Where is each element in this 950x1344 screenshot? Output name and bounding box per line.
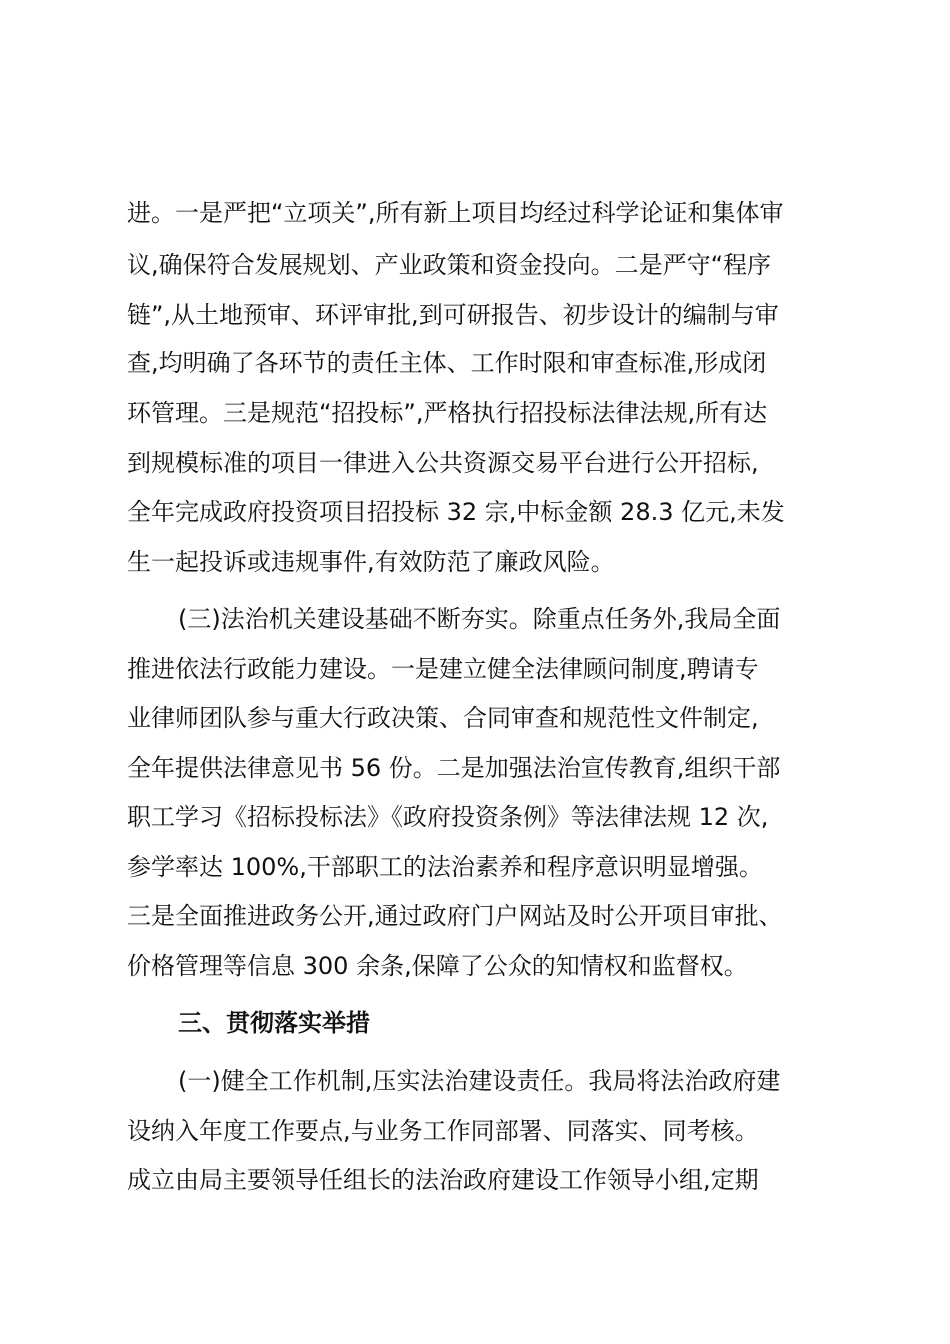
text-line: 设纳入年度工作要点,与业务工作同部署、同落实、同考核。 [127, 1117, 759, 1145]
text-line: 议,确保符合发展规划、产业政策和资金投向。二是严守“程序 [127, 251, 772, 279]
text-line: 参学率达 100%,干部职工的法治素养和程序意识明显增强。 [127, 853, 763, 881]
text-line: 进。一是严把“立项关”,所有新上项目均经过科学论证和集体审 [127, 199, 784, 227]
text-line: 成立由局主要领导任组长的法治政府建设工作领导小组,定期 [127, 1166, 759, 1194]
paragraph-start-line: (一)健全工作机制,压实法治建设责任。我局将法治政府建 [178, 1067, 781, 1095]
text-line: 全年提供法律意见书 56 份。二是加强法治宣传教育,组织干部 [127, 754, 781, 782]
text-line: 职工学习《招标投标法》《政府投资条例》等法律法规 12 次, [127, 803, 769, 831]
text-line: 生一起投诉或违规事件,有效防范了廉政风险。 [127, 548, 615, 576]
text-line: 全年完成政府投资项目招投标 32 宗,中标金额 28.3 亿元,未发 [127, 498, 785, 526]
text-line: 环管理。三是规范“招投标”,严格执行招投标法律法规,所有达 [127, 399, 768, 427]
text-line: 三是全面推进政务公开,通过政府门户网站及时公开项目审批、 [127, 902, 783, 930]
text-line: 推进依法行政能力建设。一是建立健全法律顾问制度,聘请专 [127, 655, 759, 683]
text-line: 到规模标准的项目一律进入公共资源交易平台进行公开招标, [127, 449, 759, 477]
text-line: 业律师团队参与重大行政决策、合同审查和规范性文件制定, [127, 704, 759, 732]
text-line: 价格管理等信息 300 余条,保障了公众的知情权和监督权。 [127, 952, 748, 980]
paragraph-start-line: (三)法治机关建设基础不断夯实。除重点任务外,我局全面 [178, 605, 781, 633]
text-line: 查,均明确了各环节的责任主体、工作时限和审查标准,形成闭 [127, 349, 767, 377]
section-heading: 三、贯彻落实举措 [178, 1009, 370, 1037]
text-line: 链”,从土地预审、环评审批,到可研报告、初步设计的编制与审 [127, 301, 779, 329]
